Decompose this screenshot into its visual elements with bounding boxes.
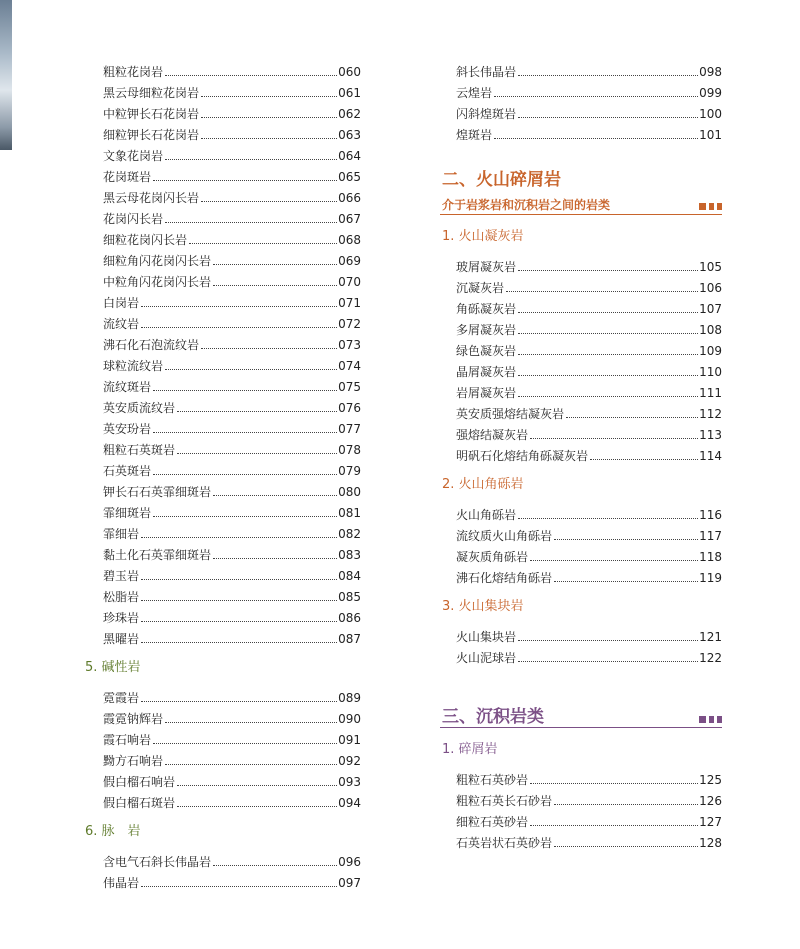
toc-entry-page: 060 xyxy=(338,65,361,79)
dot-leader xyxy=(494,96,698,97)
toc-entry-page: 126 xyxy=(699,794,722,808)
dot-leader xyxy=(554,539,698,540)
toc-entry-page: 090 xyxy=(338,712,361,726)
toc-entry[interactable] xyxy=(83,247,361,268)
toc-entry-title: 绿色凝灰岩 xyxy=(456,344,517,358)
toc-entry-title: 假白榴石响岩 xyxy=(103,775,176,789)
toc-entry[interactable] xyxy=(83,58,361,79)
toc-entry-page: 072 xyxy=(338,317,361,331)
dot-leader xyxy=(153,743,337,744)
toc-entry-page: 116 xyxy=(699,508,722,522)
dot-leader xyxy=(201,117,337,118)
toc-entry[interactable] xyxy=(440,295,722,316)
dot-leader xyxy=(518,75,698,76)
dot-leader xyxy=(518,354,698,355)
dot-leader xyxy=(518,333,698,334)
toc-entry[interactable] xyxy=(83,142,361,163)
section-title-sedimentary-bar xyxy=(440,705,722,728)
toc-entry-page: 101 xyxy=(699,128,722,142)
dot-leader xyxy=(213,285,337,286)
dot-leader xyxy=(141,642,337,643)
toc-entry[interactable] xyxy=(440,644,722,665)
toc-entry-page: 119 xyxy=(699,571,722,585)
toc-entry-title: 霓霞岩 xyxy=(103,691,140,705)
toc-entry[interactable] xyxy=(83,373,361,394)
toc-entry-page: 062 xyxy=(338,107,361,121)
dot-leader xyxy=(213,264,337,265)
toc-entry-page: 118 xyxy=(699,550,722,564)
toc-entry-title: 沸石化熔结角砾岩 xyxy=(456,571,553,585)
toc-entry-title: 粗粒石英砂岩 xyxy=(456,773,529,787)
toc-entry-page: 078 xyxy=(338,443,361,457)
dot-leader xyxy=(213,558,337,559)
toc-entry[interactable] xyxy=(440,808,722,829)
dot-leader xyxy=(518,117,698,118)
toc-entry-title: 珍珠岩 xyxy=(103,611,140,625)
toc-entry-title: 黝方石响岩 xyxy=(103,754,164,768)
dot-leader xyxy=(518,661,698,662)
toc-entry-page: 111 xyxy=(699,386,722,400)
dot-leader xyxy=(153,516,337,517)
toc-entry[interactable] xyxy=(440,421,722,442)
toc-entry[interactable] xyxy=(83,394,361,415)
toc-entry-title: 黏土化石英霏细斑岩 xyxy=(103,548,212,562)
dot-leader xyxy=(165,764,337,765)
section-title-sedimentary: 三、沉积岩类 xyxy=(442,707,544,727)
toc-entry-page: 112 xyxy=(699,407,722,421)
toc-entry[interactable] xyxy=(440,379,722,400)
toc-entry-page: 099 xyxy=(699,86,722,100)
toc-entry-title: 沉凝灰岩 xyxy=(456,281,505,295)
toc-entry[interactable] xyxy=(83,789,361,810)
toc-entry-page: 092 xyxy=(338,754,361,768)
dot-leader xyxy=(165,369,337,370)
dot-leader xyxy=(518,312,698,313)
toc-entry[interactable] xyxy=(440,829,722,850)
toc-entry[interactable] xyxy=(83,520,361,541)
section-title-pyroclastic: 二、火山碎屑岩 xyxy=(442,170,561,190)
toc-list-dike-continued xyxy=(440,58,722,142)
toc-entry-title: 英安玢岩 xyxy=(103,422,152,436)
toc-entry-page: 070 xyxy=(338,275,361,289)
toc-entry-title: 黑云母细粒花岗岩 xyxy=(103,86,200,100)
section-marks-icon xyxy=(699,203,722,210)
toc-entry[interactable] xyxy=(83,604,361,625)
toc-entry[interactable] xyxy=(440,79,722,100)
toc-entry-title: 假白榴石斑岩 xyxy=(103,796,176,810)
dot-leader xyxy=(506,291,698,292)
toc-entry-page: 125 xyxy=(699,773,722,787)
toc-entry-page: 083 xyxy=(338,548,361,562)
toc-entry-page: 080 xyxy=(338,485,361,499)
toc-entry[interactable] xyxy=(440,100,722,121)
toc-entry-page: 085 xyxy=(338,590,361,604)
dot-leader xyxy=(518,396,698,397)
dot-leader xyxy=(213,495,337,496)
toc-entry-page: 091 xyxy=(338,733,361,747)
dot-leader xyxy=(201,201,337,202)
toc-entry-title: 凝灰质角砾岩 xyxy=(456,550,529,564)
dot-leader xyxy=(566,417,698,418)
toc-entry-title: 流纹质火山角砾岩 xyxy=(456,529,553,543)
toc-entry-title: 文象花岗岩 xyxy=(103,149,164,163)
toc-entry-title: 火山角砾岩 xyxy=(456,508,517,522)
toc-entry-page: 127 xyxy=(699,815,722,829)
dot-leader xyxy=(554,804,698,805)
toc-entry-page: 105 xyxy=(699,260,722,274)
dot-leader xyxy=(153,390,337,391)
toc-entry-title: 玻屑凝灰岩 xyxy=(456,260,517,274)
toc-entry-title: 细粒角闪花岗闪长岩 xyxy=(103,254,212,268)
toc-entry-page: 077 xyxy=(338,422,361,436)
dot-leader xyxy=(177,806,337,807)
toc-entry-page: 098 xyxy=(699,65,722,79)
toc-entry-page: 093 xyxy=(338,775,361,789)
toc-entry[interactable] xyxy=(83,848,361,869)
toc-entry-title: 黑云母花岗闪长岩 xyxy=(103,191,200,205)
dot-leader xyxy=(141,579,337,580)
toc-entry-title: 霏细岩 xyxy=(103,527,140,541)
toc-entry[interactable] xyxy=(83,499,361,520)
toc-entry-page: 113 xyxy=(699,428,722,442)
toc-entry-page: 109 xyxy=(699,344,722,358)
toc-list-alkaline xyxy=(83,684,361,810)
dot-leader xyxy=(141,306,337,307)
dot-leader xyxy=(201,138,337,139)
dot-leader xyxy=(141,701,337,702)
toc-entry-page: 074 xyxy=(338,359,361,373)
toc-entry-page: 068 xyxy=(338,233,361,247)
toc-entry-title: 霞石响岩 xyxy=(103,733,152,747)
toc-entry-page: 128 xyxy=(699,836,722,850)
toc-entry-title: 流纹岩 xyxy=(103,317,140,331)
dot-leader xyxy=(153,474,337,475)
toc-entry[interactable] xyxy=(83,541,361,562)
toc-entry-page: 071 xyxy=(338,296,361,310)
toc-entry-title: 霞霓钠辉岩 xyxy=(103,712,164,726)
dot-leader xyxy=(518,375,698,376)
dot-leader xyxy=(213,865,337,866)
toc-list-dike xyxy=(83,848,361,890)
toc-entry[interactable] xyxy=(83,625,361,646)
toc-entry[interactable] xyxy=(83,184,361,205)
toc-entry-title: 霏细斑岩 xyxy=(103,506,152,520)
toc-entry-title: 白岗岩 xyxy=(103,296,140,310)
toc-entry[interactable] xyxy=(440,274,722,295)
toc-entry[interactable] xyxy=(440,522,722,543)
toc-entry-page: 086 xyxy=(338,611,361,625)
toc-entry-title: 中粒角闪花岗闪长岩 xyxy=(103,275,212,289)
dot-leader xyxy=(530,438,698,439)
toc-entry[interactable] xyxy=(83,768,361,789)
cover-photo-edge xyxy=(0,0,12,150)
toc-entry[interactable] xyxy=(440,58,722,79)
toc-entry-title: 含电气石斜长伟晶岩 xyxy=(103,855,212,869)
toc-entry[interactable] xyxy=(83,205,361,226)
dot-leader xyxy=(530,825,698,826)
toc-entry-page: 082 xyxy=(338,527,361,541)
toc-entry[interactable] xyxy=(440,400,722,421)
toc-list-volcanic-breccia xyxy=(440,501,722,585)
toc-entry[interactable] xyxy=(83,684,361,705)
dot-leader xyxy=(494,138,698,139)
dot-leader xyxy=(165,159,337,160)
toc-entry-title: 细粒钾长石花岗岩 xyxy=(103,128,200,142)
toc-entry-page: 108 xyxy=(699,323,722,337)
toc-entry-title: 晶屑凝灰岩 xyxy=(456,365,517,379)
dot-leader xyxy=(165,75,337,76)
dot-leader xyxy=(177,785,337,786)
toc-entry-title: 云煌岩 xyxy=(456,86,493,100)
dot-leader xyxy=(554,581,698,582)
toc-entry[interactable] xyxy=(440,316,722,337)
toc-entry[interactable] xyxy=(440,564,722,585)
dot-leader xyxy=(201,96,337,97)
toc-entry-title: 中粒钾长石花岗岩 xyxy=(103,107,200,121)
dot-leader xyxy=(590,459,698,460)
toc-entry-title: 黑曜岩 xyxy=(103,632,140,646)
toc-entry-page: 067 xyxy=(338,212,361,226)
toc-entry-title: 细粒花岗闪长岩 xyxy=(103,233,188,247)
toc-entry-page: 069 xyxy=(338,254,361,268)
toc-left-column xyxy=(83,58,361,890)
subsection-title-dike: 6. 脉 岩 xyxy=(85,824,141,839)
subsection-title-volcanic-breccia: 2. 火山角砾岩 xyxy=(442,477,524,492)
toc-entry[interactable] xyxy=(83,726,361,747)
toc-entry-title: 松脂岩 xyxy=(103,590,140,604)
dot-leader xyxy=(165,222,337,223)
toc-entry-title: 岩屑凝灰岩 xyxy=(456,386,517,400)
toc-entry[interactable] xyxy=(83,562,361,583)
toc-list-clastic xyxy=(440,766,722,850)
toc-entry-title: 闪斜煌斑岩 xyxy=(456,107,517,121)
toc-entry-page: 075 xyxy=(338,380,361,394)
toc-entry[interactable] xyxy=(440,787,722,808)
section-subtitle: 介于岩浆岩和沉积岩之间的岩类 xyxy=(442,198,611,212)
toc-entry[interactable] xyxy=(83,121,361,142)
subsection-title-clastic: 1. 碎屑岩 xyxy=(442,742,498,757)
subsection-title-alkaline: 5. 碱性岩 xyxy=(85,660,141,675)
toc-entry-page: 081 xyxy=(338,506,361,520)
toc-entry-page: 064 xyxy=(338,149,361,163)
toc-entry[interactable] xyxy=(83,747,361,768)
toc-entry[interactable] xyxy=(83,100,361,121)
toc-entry-title: 煌斑岩 xyxy=(456,128,493,142)
dot-leader xyxy=(518,270,698,271)
toc-entry-title: 强熔结凝灰岩 xyxy=(456,428,529,442)
toc-entry-page: 065 xyxy=(338,170,361,184)
toc-entry-page: 100 xyxy=(699,107,722,121)
toc-entry-title: 花岗斑岩 xyxy=(103,170,152,184)
toc-entry-title: 火山集块岩 xyxy=(456,630,517,644)
subsection-title-tuff: 1. 火山凝灰岩 xyxy=(442,229,524,244)
dot-leader xyxy=(530,560,698,561)
dot-leader xyxy=(141,886,337,887)
toc-entry[interactable] xyxy=(83,289,361,310)
dot-leader xyxy=(141,600,337,601)
toc-entry-title: 英安质强熔结凝灰岩 xyxy=(456,407,565,421)
toc-entry-page: 066 xyxy=(338,191,361,205)
toc-entry[interactable] xyxy=(83,310,361,331)
toc-entry[interactable] xyxy=(440,543,722,564)
toc-list-agglomerate xyxy=(440,623,722,665)
dot-leader xyxy=(177,453,337,454)
toc-entry-page: 084 xyxy=(338,569,361,583)
toc-entry[interactable] xyxy=(83,331,361,352)
dot-leader xyxy=(141,327,337,328)
toc-entry-title: 球粒流纹岩 xyxy=(103,359,164,373)
toc-list-granite-group xyxy=(83,58,361,646)
toc-entry-page: 061 xyxy=(338,86,361,100)
section-marks-icon xyxy=(699,716,722,723)
toc-entry-page: 117 xyxy=(699,529,722,543)
toc-right-column xyxy=(440,58,722,850)
subsection-title-agglomerate: 3. 火山集块岩 xyxy=(442,599,524,614)
toc-entry-page: 087 xyxy=(338,632,361,646)
toc-entry-title: 火山泥球岩 xyxy=(456,651,517,665)
toc-entry-page: 073 xyxy=(338,338,361,352)
toc-entry-page: 122 xyxy=(699,651,722,665)
toc-entry-title: 流纹斑岩 xyxy=(103,380,152,394)
toc-entry-page: 114 xyxy=(699,449,722,463)
toc-entry-title: 粗粒花岗岩 xyxy=(103,65,164,79)
toc-entry-page: 094 xyxy=(338,796,361,810)
toc-entry[interactable] xyxy=(83,268,361,289)
toc-entry-title: 多屑凝灰岩 xyxy=(456,323,517,337)
toc-entry[interactable] xyxy=(83,163,361,184)
toc-entry[interactable] xyxy=(83,226,361,247)
toc-entry-page: 121 xyxy=(699,630,722,644)
toc-entry-title: 钾长石石英霏细斑岩 xyxy=(103,485,212,499)
toc-entry[interactable] xyxy=(83,415,361,436)
toc-entry-page: 063 xyxy=(338,128,361,142)
toc-entry-title: 角砾凝灰岩 xyxy=(456,302,517,316)
toc-entry[interactable] xyxy=(440,358,722,379)
toc-entry-page: 096 xyxy=(338,855,361,869)
toc-list-tuff xyxy=(440,253,722,463)
toc-entry-title: 石英斑岩 xyxy=(103,464,152,478)
toc-entry[interactable] xyxy=(83,478,361,499)
toc-entry-page: 110 xyxy=(699,365,722,379)
toc-entry[interactable] xyxy=(440,121,722,142)
toc-entry[interactable] xyxy=(440,766,722,787)
toc-entry[interactable] xyxy=(440,501,722,522)
dot-leader xyxy=(141,621,337,622)
toc-entry-page: 079 xyxy=(338,464,361,478)
toc-entry-title: 细粒石英砂岩 xyxy=(456,815,529,829)
toc-entry[interactable] xyxy=(83,457,361,478)
toc-entry-title: 明矾石化熔结角砾凝灰岩 xyxy=(456,449,589,463)
toc-entry-title: 石英岩状石英砂岩 xyxy=(456,836,553,850)
dot-leader xyxy=(177,411,337,412)
toc-entry-title: 斜长伟晶岩 xyxy=(456,65,517,79)
toc-entry[interactable] xyxy=(83,436,361,457)
toc-entry-title: 伟晶岩 xyxy=(103,876,140,890)
toc-entry-title: 碧玉岩 xyxy=(103,569,140,583)
toc-entry-title: 花岗闪长岩 xyxy=(103,212,164,226)
toc-entry[interactable] xyxy=(83,869,361,890)
toc-entry[interactable] xyxy=(83,583,361,604)
toc-entry-page: 107 xyxy=(699,302,722,316)
section-subtitle-bar xyxy=(440,198,722,215)
dot-leader xyxy=(153,180,337,181)
toc-entry[interactable] xyxy=(83,79,361,100)
dot-leader xyxy=(201,348,337,349)
toc-entry-title: 英安质流纹岩 xyxy=(103,401,176,415)
toc-entry[interactable] xyxy=(440,442,722,463)
toc-entry[interactable] xyxy=(83,705,361,726)
toc-entry-page: 089 xyxy=(338,691,361,705)
toc-entry-title: 粗粒石英斑岩 xyxy=(103,443,176,457)
toc-entry[interactable] xyxy=(83,352,361,373)
dot-leader xyxy=(165,722,337,723)
dot-leader xyxy=(518,518,698,519)
toc-entry-page: 106 xyxy=(699,281,722,295)
dot-leader xyxy=(189,243,337,244)
toc-entry[interactable] xyxy=(440,253,722,274)
toc-entry-title: 粗粒石英长石砂岩 xyxy=(456,794,553,808)
toc-entry-page: 097 xyxy=(338,876,361,890)
toc-entry-title: 沸石化石泡流纹岩 xyxy=(103,338,200,352)
toc-entry[interactable] xyxy=(440,623,722,644)
toc-entry[interactable] xyxy=(440,337,722,358)
dot-leader xyxy=(153,432,337,433)
dot-leader xyxy=(518,640,698,641)
dot-leader xyxy=(554,846,698,847)
dot-leader xyxy=(141,537,337,538)
dot-leader xyxy=(530,783,698,784)
toc-entry-page: 076 xyxy=(338,401,361,415)
